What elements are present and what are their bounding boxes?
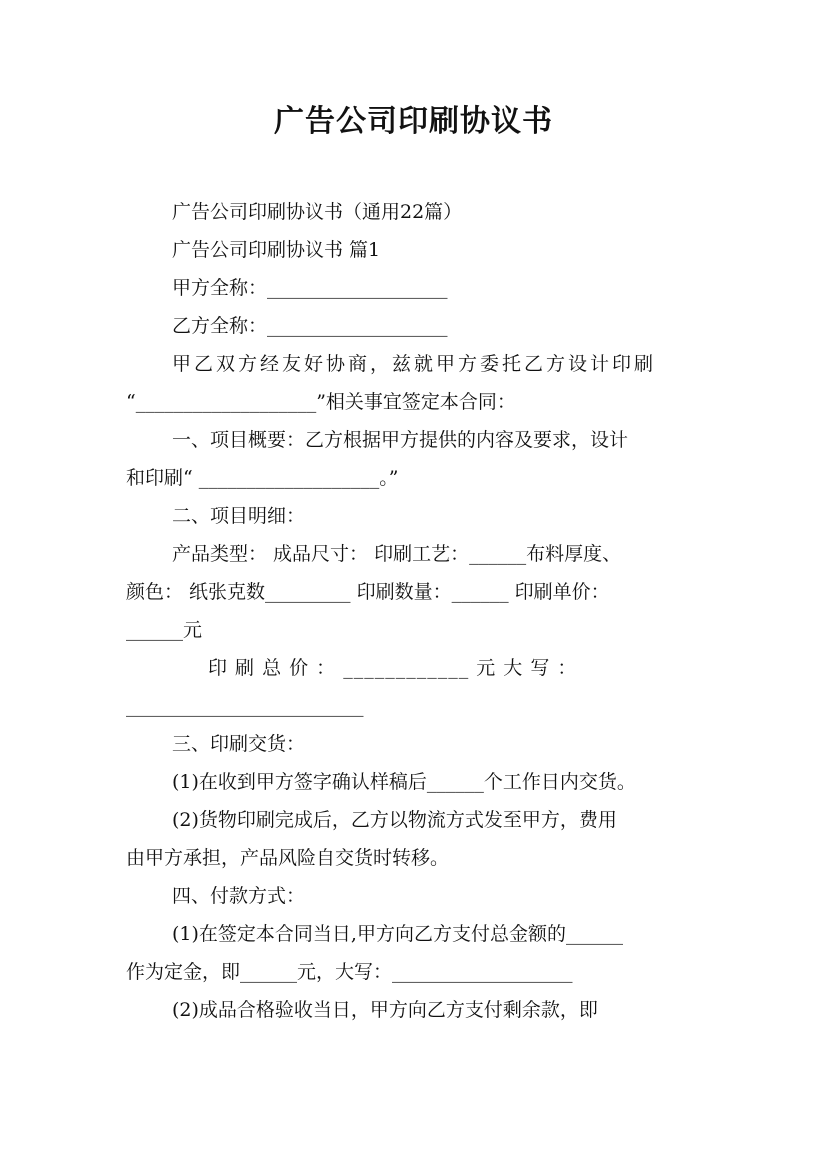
delivery-item-1: (1)在收到甲方签字确认样稿后______个工作日内交货。 <box>172 771 636 793</box>
payment-heading: 四、付款方式： <box>172 885 306 907</box>
total-price-blank-line: _________________________ <box>126 695 364 717</box>
product-color-line: 颜色： 纸张克数_________ 印刷数量：______ 印刷单价： <box>126 581 610 603</box>
section-heading-line: 广告公司印刷协议书 篇1 <box>172 239 381 261</box>
payment-item-1: (1)在签定本合同当日,甲方向乙方支付总金额的______ <box>172 923 623 945</box>
payment-item-2: (2)成品合格验收当日，甲方向乙方支付剩余款，即 <box>172 999 598 1021</box>
document-title: 广告公司印刷协议书 <box>274 104 553 139</box>
document-body <box>126 193 706 1029</box>
subtitle-line: 广告公司印刷协议书（通用22篇） <box>172 201 463 223</box>
unit-price-line: ______元 <box>126 619 203 641</box>
product-type-line: 产品类型： 成品尺寸： 印刷工艺：______布料厚度、 <box>172 543 622 565</box>
project-overview-continuation-line: 和印刷“ ___________________。” <box>126 467 399 489</box>
total-price-line: 印 刷 总 价 ： ____________ 元 大 写 ： <box>208 657 578 679</box>
party-a-name-line: 甲方全称：___________________ <box>172 277 448 299</box>
party-b-name-line: 乙方全称：___________________ <box>172 315 448 337</box>
intro-continuation-line: “___________________”相关事宜签定本合同： <box>126 391 516 413</box>
intro-line: 甲乙双方经友好协商，兹就甲方委托乙方设计印刷 <box>172 353 657 375</box>
payment-item-1-continuation: 作为定金，即______元，大写：___________________ <box>126 961 573 983</box>
delivery-item-2-continuation: 由甲方承担，产品风险自交货时转移。 <box>126 847 450 869</box>
project-overview-line: 一、项目概要：乙方根据甲方提供的内容及要求，设计 <box>172 429 629 451</box>
project-details-heading: 二、项目明细： <box>172 505 306 527</box>
delivery-item-2: (2)货物印刷完成后，乙方以物流方式发至甲方，费用 <box>172 809 617 831</box>
delivery-heading: 三、印刷交货： <box>172 733 306 755</box>
